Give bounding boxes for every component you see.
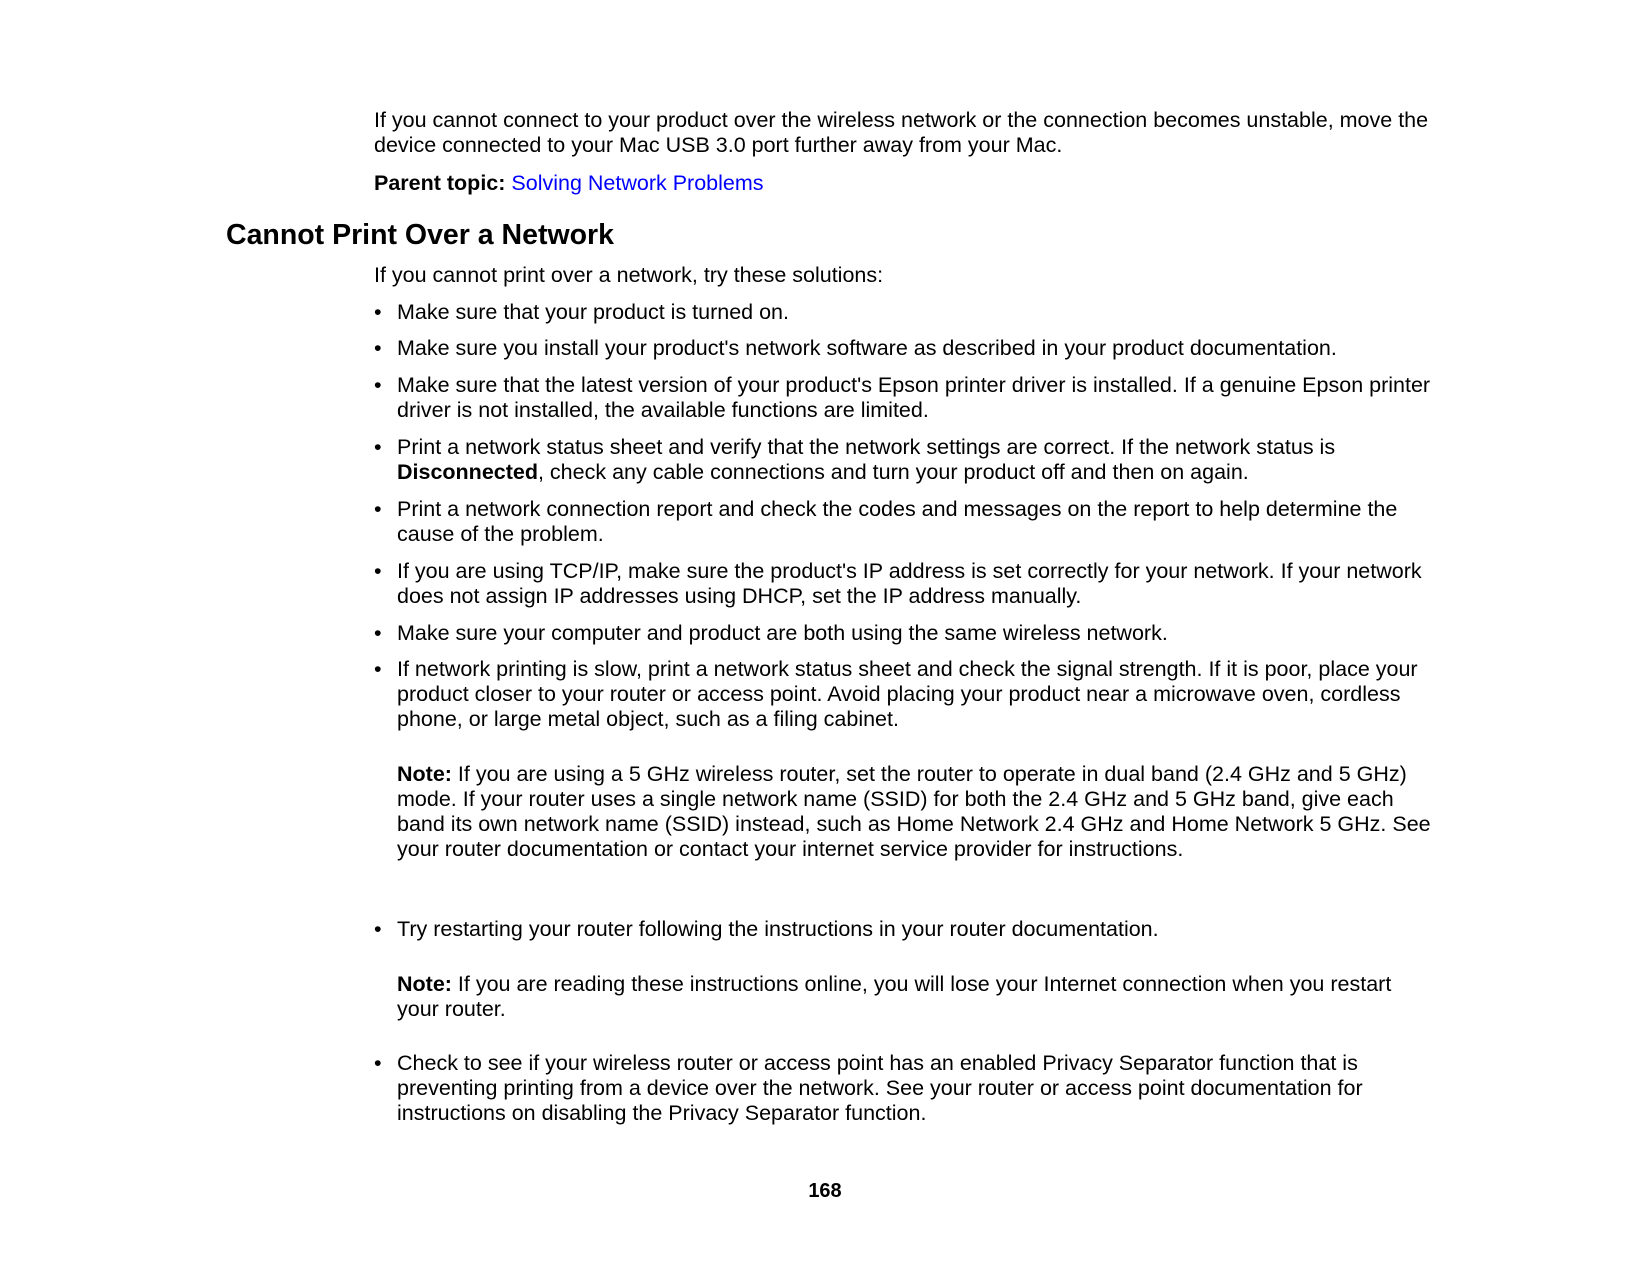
parent-topic	[374, 171, 1434, 196]
bullet-icon: •	[374, 435, 382, 459]
list-item-text: Try restarting your router following the instructions in your router documentation.	[397, 917, 1159, 941]
list-item-text: Make sure you install your product's network software as described in your product documentation.	[397, 336, 1337, 360]
list-item	[374, 435, 1434, 485]
parent-topic-label: Parent topic:	[374, 171, 506, 195]
bullet-icon: •	[374, 497, 382, 521]
text-segment: Print a network status sheet and verify that the network settings are correct. If the network status is	[397, 435, 1336, 459]
section-intro: If you cannot print over a network, try these solutions:	[374, 263, 884, 287]
bullet-icon: •	[374, 621, 382, 645]
bullet-icon: •	[374, 657, 382, 681]
list-item	[374, 657, 1434, 732]
list-item-text: Print a network connection report and check the codes and messages on the report to help determine the cause of the problem.	[397, 497, 1398, 546]
list-item-text: Make sure that the latest version of your product's Epson printer driver is installed. If a genuine Epson printer driver is not installed, the available functions are limited.	[397, 373, 1431, 422]
note	[397, 972, 1437, 1022]
page-number: 168	[808, 1180, 842, 1202]
list-item	[374, 497, 1434, 547]
list-item	[374, 559, 1434, 609]
list-item	[374, 1051, 1434, 1126]
list-item	[374, 917, 1434, 942]
status-disconnected: Disconnected	[397, 460, 538, 484]
list-item	[374, 336, 1434, 361]
note-label: Note:	[397, 972, 452, 996]
list-item-text: If you are using TCP/IP, make sure the product's IP address is set correctly for your network. If your network does not assign IP addresses using DHCP, set the IP address manually.	[397, 559, 1422, 608]
bullet-icon: •	[374, 1051, 382, 1075]
bullet-icon: •	[374, 373, 382, 397]
note-text: If you are reading these instructions online, you will lose your Internet connection when you restart your router.	[397, 972, 1392, 1021]
bullet-icon: •	[374, 336, 382, 360]
list-item	[374, 373, 1434, 423]
list-item	[374, 300, 1434, 325]
note-label: Note:	[397, 762, 452, 786]
note	[397, 762, 1437, 862]
intro-paragraph: If you cannot connect to your product over the wireless network or the connection becomes unstable, move the device connected to your Mac USB 3.0 port further away from your Mac.	[374, 108, 1429, 157]
list-item-text: Check to see if your wireless router or access point has an enabled Privacy Separator function that is preventing printing from a device over the network. See your router or access point documentation for instructions on disabling the Privacy Separator function.	[397, 1051, 1363, 1125]
list-item-text: Make sure your computer and product are both using the same wireless network.	[397, 621, 1168, 645]
list-item-text: If network printing is slow, print a network status sheet and check the signal strength. If it is poor, place your product closer to your router or access point. Avoid placing your product near a microwave oven, cordless phone, or large metal object, such as a filing cabinet.	[397, 657, 1418, 731]
bullet-icon: •	[374, 300, 382, 324]
note-text: If you are using a 5 GHz wireless router, set the router to operate in dual band (2.4 GHz and 5 GHz) mode. If your router uses a single network name (SSID) for both the 2.4 GHz and 5 GHz band, give each band its own network name (SSID) instead, such as Home Network 2.4 GHz and Home Network 5 GHz. See your router documentation or contact your internet service provider for instructions.	[397, 762, 1431, 861]
list-item-text	[397, 435, 1434, 485]
list-item	[374, 621, 1434, 646]
bullet-icon: •	[374, 917, 382, 941]
text-segment: , check any cable connections and turn your product off and then on again.	[537, 460, 1249, 484]
section-heading: Cannot Print Over a Network	[226, 219, 614, 251]
parent-topic-link[interactable]: Solving Network Problems	[511, 171, 764, 195]
bullet-icon: •	[374, 559, 382, 583]
list-item-text: Make sure that your product is turned on.	[397, 300, 789, 324]
